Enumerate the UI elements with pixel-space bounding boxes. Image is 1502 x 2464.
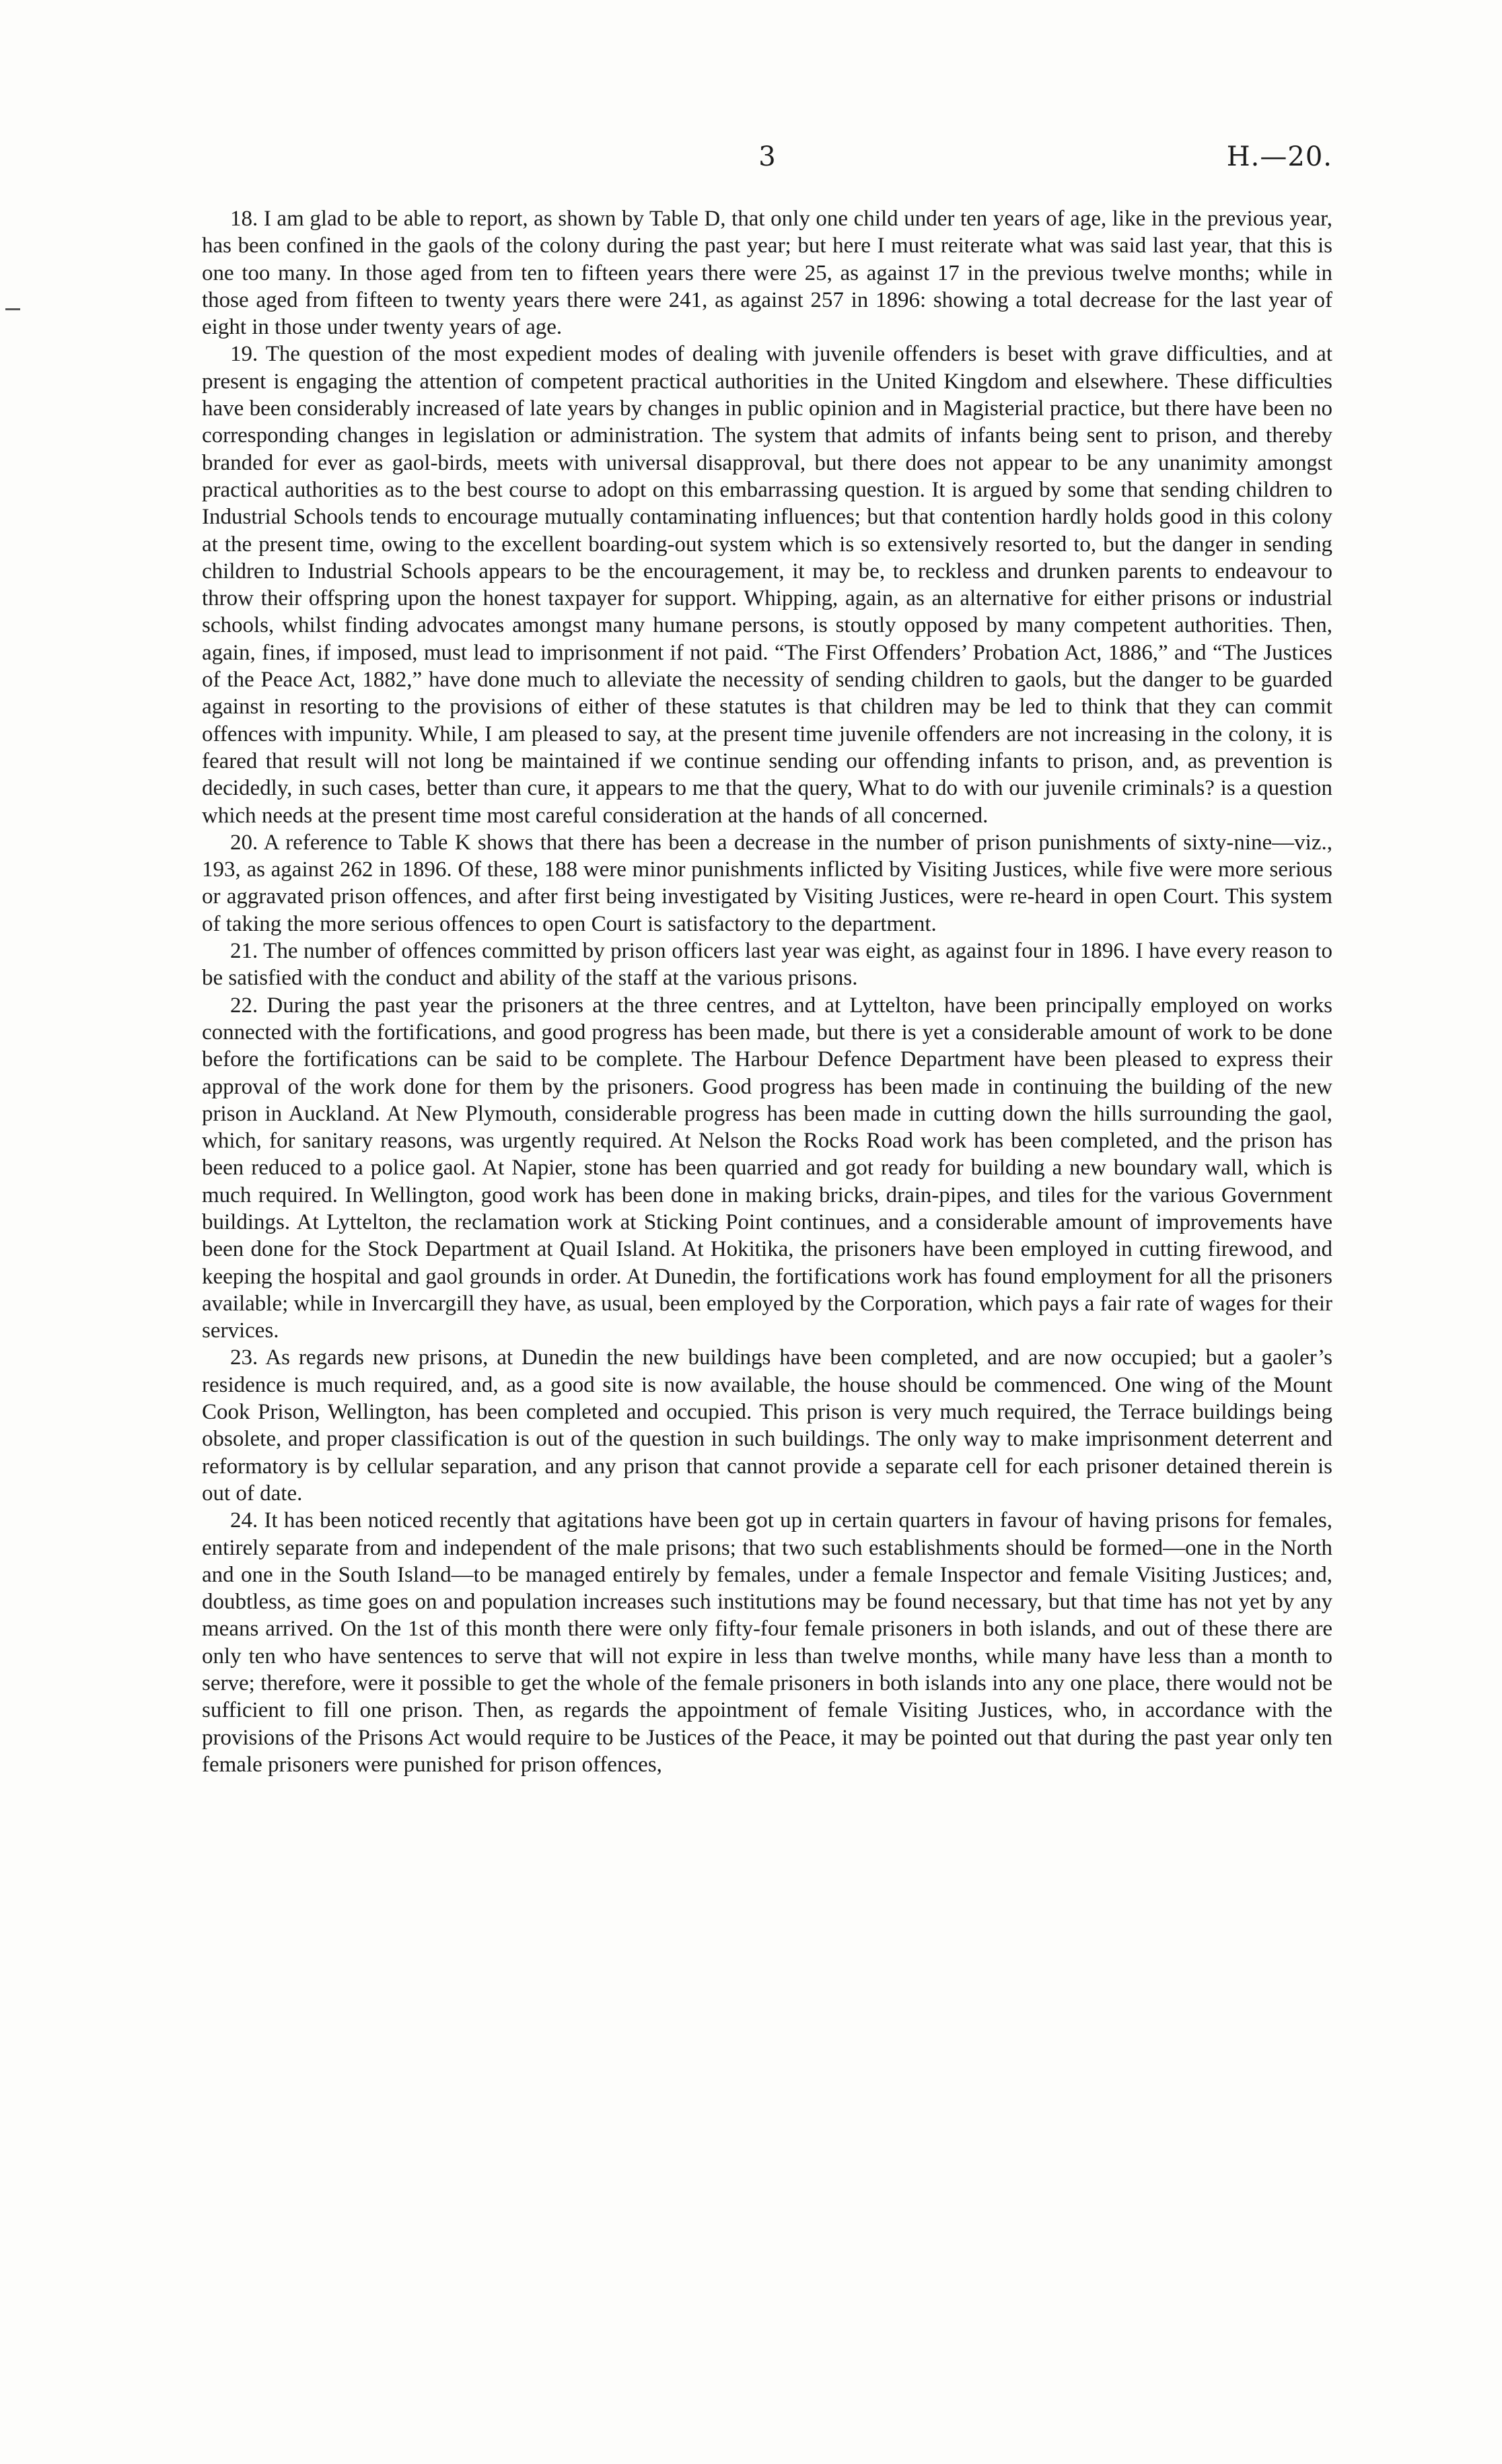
paragraph-22: 22. During the past year the prisoners at the three centres, and at Lyttelton, have been principally employed on works connected with the fortifications, and good progress has been made, but there is yet a considerable amount of work to be done before the fortifications can be said to be complete. The Harbour Defence Department have been pleased to express their approval of the work done for them by the prisoners. Good progress has been made in continuing the building of the new prison in Auckland. At New Plymouth, considerable progress has been made in cutting down the hills surrounding the gaol, which, for sanitary reasons, was urgently required. At Nelson the Rocks Road work has been completed, and the prison has been reduced to a police gaol. At Napier, stone has been quarried and got ready for building a new boundary wall, which is much required. In Wellington, good work has been done in making bricks, drain-pipes, and tiles for the various Government buildings. At Lyttelton, the reclamation work at Sticking Point continues, and a considerable amount of improvements have been done for the Stock Department at Quail Island. At Hokitika, the prisoners have been employed in cutting firewood, and keeping the hospital and gaol grounds in order. At Dunedin, the fortifications work has found employment for all the prisoners available; while in Invercargill they have, as usual, been employed by the Corporation, which pays a fair rate of wages for their services. <box>202 993 1332 1343</box>
body-text <box>202 205 1332 1778</box>
paragraph-18: 18. I am glad to be able to report, as shown by Table D, that only one child under ten years of age, like in the previous year, has been confined in the gaols of the colony during the past year; but here I must reiterate what was said last year, that this is one too many. In those aged from ten to fifteen years there were 25, as against 17 in the previous twelve months; while in those aged from fifteen to twenty years there were 241, as against 257 in 1896: showing a total decrease for the last year of eight in those under twenty years of age. <box>202 207 1332 340</box>
margin-mark <box>5 308 20 310</box>
page-header <box>202 141 1332 182</box>
paragraph-21: 21. The number of offences committed by prison officers last year was eight, as against four in 1896. I have every reason to be satisfied with the conduct and ability of the staff at the various prisons. <box>202 939 1332 991</box>
paragraph-19: 19. The question of the most expedient modes of dealing with juvenile offenders is beset with grave difficulties, and at present is engaging the attention of competent practical authorities in the United Kingdom and elsewhere. These difficulties have been considerably increased of late years by changes in public opinion and in Magisterial practice, but there have been no corresponding changes in legislation or administration. The system that admits of infants being sent to prison, and thereby branded for ever as gaol-birds, meets with universal disapproval, but there does not appear to be any unanimity amongst practical authorities as to the best course to adopt on this embarrassing question. It is argued by some that sending children to Industrial Schools tends to encourage mutually contaminating influences; but that contention hardly holds good in this colony at the present time, owing to the excellent boarding-out system which is so extensively resorted to, but the danger in sending children to Industrial Schools appears to be the encouragement, it may be, to reckless and drunken parents to endeavour to throw their offspring upon the honest taxpayer for support. Whipping, again, as an alternative for either prisons or industrial schools, whilst finding advocates amongst many humane persons, is stoutly opposed by many competent authorities. Then, again, fines, if imposed, must lead to imprisonment if not paid. “The First Offenders’ Probation Act, 1886,” and “The Justices of the Peace Act, 1882,” have done much to alleviate the necessity of sending children to gaols, but the danger to be guarded against in resorting to the provisions of either of these statutes is that children may be led to think that they can commit offences with impunity. While, I am pleased to say, at the present time juvenile offenders are not increasing in the colony, it is feared that result will not long be maintained if we continue sending our offending infants to prison, and, as prevention is decidedly, in such cases, better than cure, it appears to me that the query, What to do with our juvenile criminals? is a question which needs at the present time most careful consideration at the hands of all concerned. <box>202 342 1332 828</box>
paragraph-24: 24. It has been noticed recently that agitations have been got up in certain quarters in favour of having prisons for females, entirely separate from and independent of the male prisons; that two such establishments should be formed—one in the North and one in the South Island—to be managed entirely by females, under a female Inspector and female Visiting Justices; and, doubtless, as time goes on and population increases such institutions may be found necessary, but that time has not yet by any means arrived. On the 1st of this month there were only fifty-four female prisoners in both islands, and out of these there are only ten who have sentences to serve that will not expire in less than twelve months, while many have less than a month to serve; therefore, were it possible to get the whole of the female prisoners in both islands into any one place, there would not be sufficient to fill one prison. Then, as regards the appointment of female Visiting Justices, who, in accordance with the provisions of the Prisons Act would require to be Justices of the Peace, it may be pointed out that during the past year only ten female prisoners were punished for prison offences, <box>202 1508 1332 1777</box>
page-number: 3 <box>758 141 776 172</box>
paragraph-23: 23. As regards new prisons, at Dunedin the new buildings have been completed, and are now occupied; but a gaoler’s residence is much required, and, as a good site is now available, the house should be commenced. One wing of the Mount Cook Prison, Wellington, has been completed and occupied. This prison is very much required, the Terrace buildings being obsolete, and proper classification is out of the question in such buildings. The only way to make imprisonment deterrent and reformatory is by cellular separation, and any prison that cannot provide a separate cell for each prisoner detained therein is out of date. <box>202 1345 1332 1506</box>
document-reference: H.—20. <box>1226 141 1332 172</box>
paragraph-20: 20. A reference to Table K shows that there has been a decrease in the number of prison punishments of sixty-nine—viz., 193, as against 262 in 1896. Of these, 188 were minor punishments inflicted by Visiting Justices, while five were more serious or aggravated prison offences, and after first being investigated by Visiting Justices, were re-heard in open Court. This system of taking the more serious offences to open Court is satisfactory to the department. <box>202 830 1332 936</box>
